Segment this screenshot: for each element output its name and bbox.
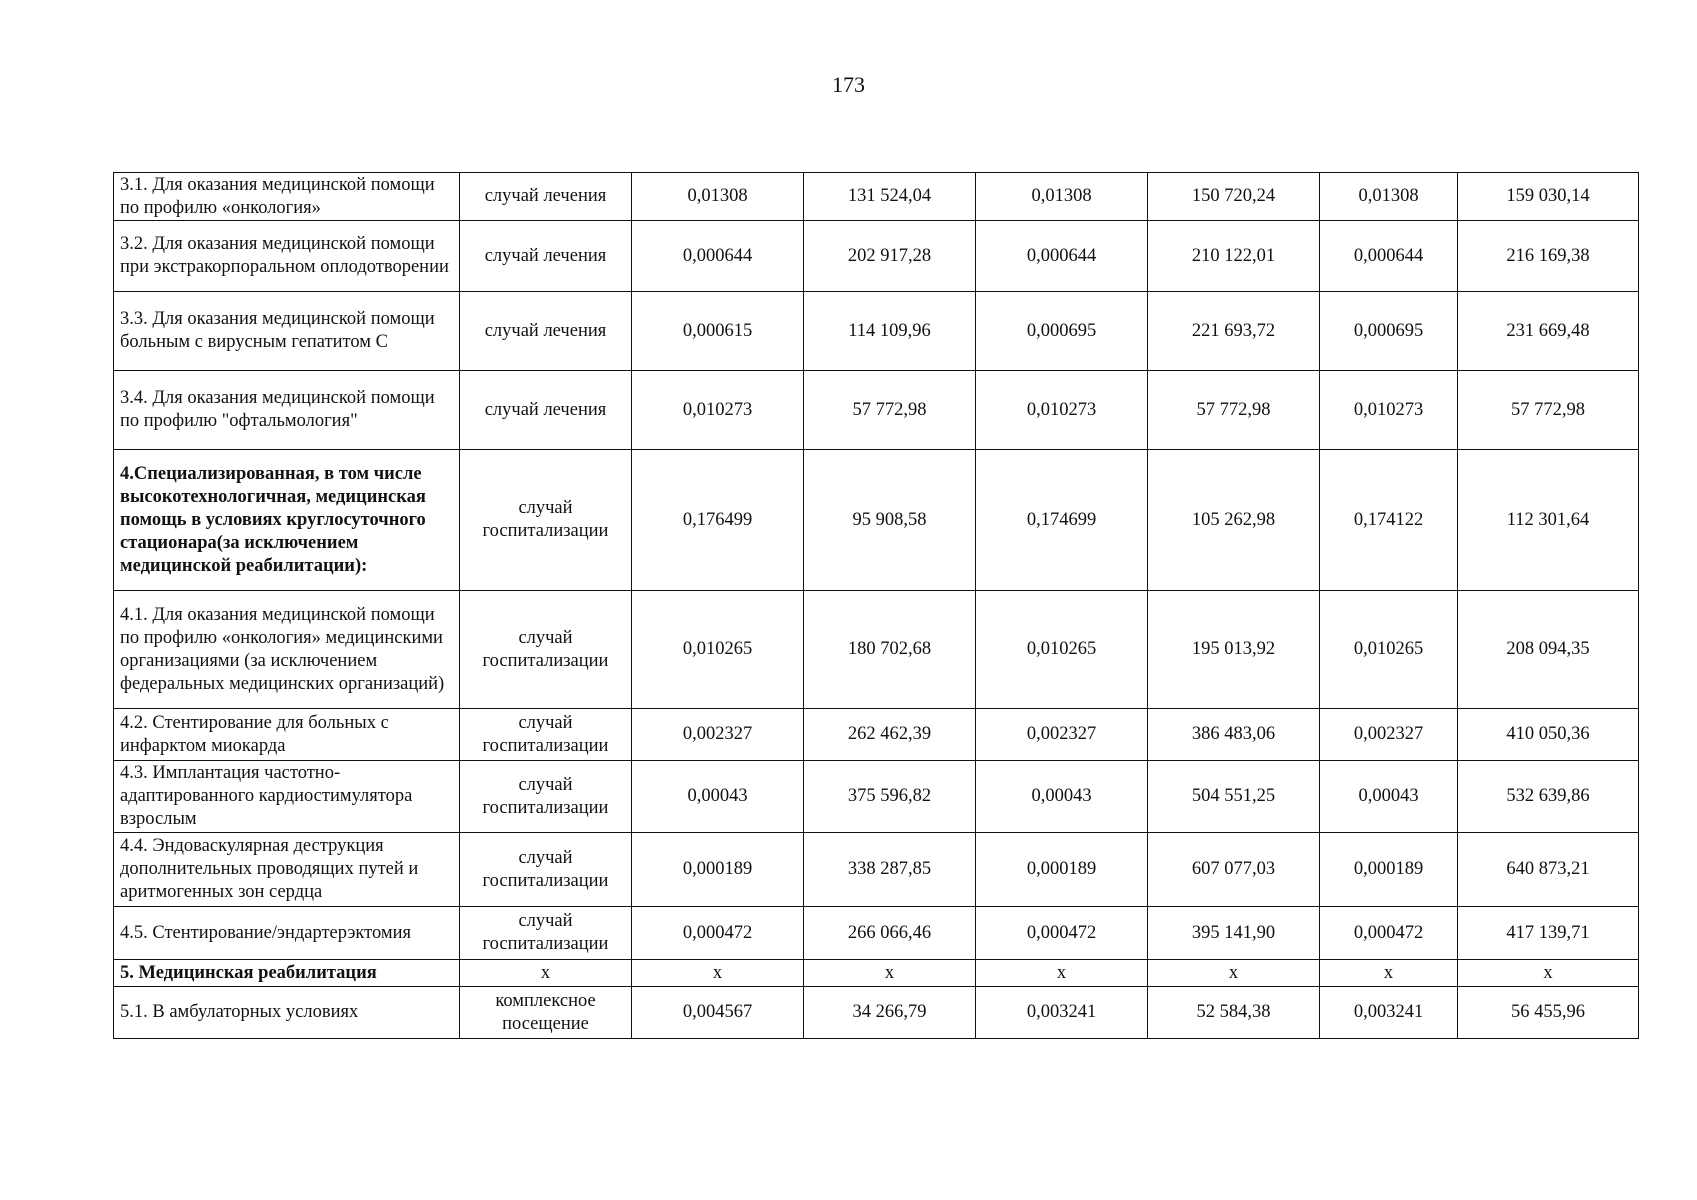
value-cell: 159 030,14 [1458,173,1639,221]
row-name-cell: 4.3. Имплантация частотно-адаптированного кардиостимулятора взрослым [114,761,460,833]
row-name-cell: 4.Специализированная, в том числе высокотехнологичная, медицинская помощь в условиях круглосуточного стационара(за исключением медицинской реабилитации): [114,450,460,591]
value-cell: 0,010273 [1320,371,1458,450]
table-row [114,371,1639,450]
value-cell: 95 908,58 [804,450,976,591]
table-row [114,709,1639,761]
value-cell: 34 266,79 [804,987,976,1039]
value-cell: 180 702,68 [804,591,976,709]
value-cell: 0,010273 [632,371,804,450]
value-cell: 0,002327 [1320,709,1458,761]
value-cell: 410 050,36 [1458,709,1639,761]
value-cell: 417 139,71 [1458,907,1639,960]
value-cell: 338 287,85 [804,833,976,907]
value-cell: 0,003241 [976,987,1148,1039]
row-name-cell: 5. Медицинская реабилитация [114,960,460,987]
row-name-cell: 3.3. Для оказания медицинской помощи больным с вирусным гепатитом С [114,292,460,371]
value-cell: 0,004567 [632,987,804,1039]
row-unit-cell: случай лечения [460,221,632,292]
row-name-cell: 4.4. Эндоваскулярная деструкция дополнительных проводящих путей и аритмогенных зон сердца [114,833,460,907]
table-row [114,221,1639,292]
value-cell: 0,010265 [976,591,1148,709]
row-unit-cell: случай госпитализации [460,591,632,709]
row-unit-cell: случай госпитализации [460,833,632,907]
value-cell: 0,000644 [632,221,804,292]
value-cell: 0,010265 [632,591,804,709]
value-cell: 0,00043 [632,761,804,833]
value-cell: 607 077,03 [1148,833,1320,907]
value-cell: 532 639,86 [1458,761,1639,833]
value-cell: 0,000615 [632,292,804,371]
value-cell: 0,000189 [1320,833,1458,907]
value-cell: 0,000695 [1320,292,1458,371]
value-cell: 150 720,24 [1148,173,1320,221]
value-cell: 202 917,28 [804,221,976,292]
row-unit-cell: случай лечения [460,292,632,371]
data-table [113,172,1639,1039]
row-name-cell: 5.1. В амбулаторных условиях [114,987,460,1039]
value-cell: 0,01308 [632,173,804,221]
value-cell: х [1148,960,1320,987]
value-cell: 395 141,90 [1148,907,1320,960]
value-cell: 105 262,98 [1148,450,1320,591]
value-cell: 0,000472 [976,907,1148,960]
value-cell: 112 301,64 [1458,450,1639,591]
value-cell: 0,01308 [976,173,1148,221]
row-unit-cell: случай лечения [460,173,632,221]
value-cell: 57 772,98 [1148,371,1320,450]
value-cell: 0,000189 [976,833,1148,907]
row-unit-cell: случай госпитализации [460,709,632,761]
value-cell: 0,002327 [976,709,1148,761]
value-cell: 640 873,21 [1458,833,1639,907]
value-cell: 56 455,96 [1458,987,1639,1039]
value-cell: 504 551,25 [1148,761,1320,833]
value-cell: 0,174699 [976,450,1148,591]
row-name-cell: 4.2. Стентирование для больных с инфарктом миокарда [114,709,460,761]
table-row [114,173,1639,221]
value-cell: 0,000472 [1320,907,1458,960]
row-unit-cell: случай госпитализации [460,761,632,833]
value-cell: 0,00043 [1320,761,1458,833]
value-cell: 0,002327 [632,709,804,761]
value-cell: 221 693,72 [1148,292,1320,371]
row-name-cell: 4.5. Стентирование/эндартерэктомия [114,907,460,960]
value-cell: 0,000644 [976,221,1148,292]
value-cell: 0,000189 [632,833,804,907]
value-cell: 266 066,46 [804,907,976,960]
value-cell: 0,01308 [1320,173,1458,221]
value-cell: 0,010273 [976,371,1148,450]
value-cell: 208 094,35 [1458,591,1639,709]
value-cell: х [976,960,1148,987]
table-row [114,450,1639,591]
table-row [114,987,1639,1039]
value-cell: 52 584,38 [1148,987,1320,1039]
value-cell: 0,000695 [976,292,1148,371]
value-cell: х [1320,960,1458,987]
table-row [114,591,1639,709]
row-unit-cell: х [460,960,632,987]
value-cell: 114 109,96 [804,292,976,371]
table-row [114,907,1639,960]
row-name-cell: 3.4. Для оказания медицинской помощи по профилю "офтальмология" [114,371,460,450]
row-unit-cell: случай госпитализации [460,907,632,960]
row-name-cell: 3.2. Для оказания медицинской помощи при экстракорпоральном оплодотворении [114,221,460,292]
page-number: 173 [832,72,865,97]
value-cell: 386 483,06 [1148,709,1320,761]
row-unit-cell: случай госпитализации [460,450,632,591]
table-row [114,761,1639,833]
value-cell: 216 169,38 [1458,221,1639,292]
row-name-cell: 3.1. Для оказания медицинской помощи по профилю «онкология» [114,173,460,221]
table-row [114,833,1639,907]
value-cell: х [804,960,976,987]
value-cell: 131 524,04 [804,173,976,221]
value-cell: 0,010265 [1320,591,1458,709]
value-cell: х [1458,960,1639,987]
value-cell: х [632,960,804,987]
value-cell: 0,174122 [1320,450,1458,591]
value-cell: 231 669,48 [1458,292,1639,371]
row-unit-cell: комплексное посещение [460,987,632,1039]
value-cell: 262 462,39 [804,709,976,761]
value-cell: 0,000472 [632,907,804,960]
row-unit-cell: случай лечения [460,371,632,450]
value-cell: 210 122,01 [1148,221,1320,292]
value-cell: 57 772,98 [804,371,976,450]
row-name-cell: 4.1. Для оказания медицинской помощи по профилю «онкология» медицинскими организациями (за исключением федеральных медицинских организаций) [114,591,460,709]
value-cell: 195 013,92 [1148,591,1320,709]
value-cell: 375 596,82 [804,761,976,833]
value-cell: 57 772,98 [1458,371,1639,450]
table-row [114,960,1639,987]
value-cell: 0,000644 [1320,221,1458,292]
value-cell: 0,176499 [632,450,804,591]
value-cell: 0,00043 [976,761,1148,833]
value-cell: 0,003241 [1320,987,1458,1039]
table-row [114,292,1639,371]
